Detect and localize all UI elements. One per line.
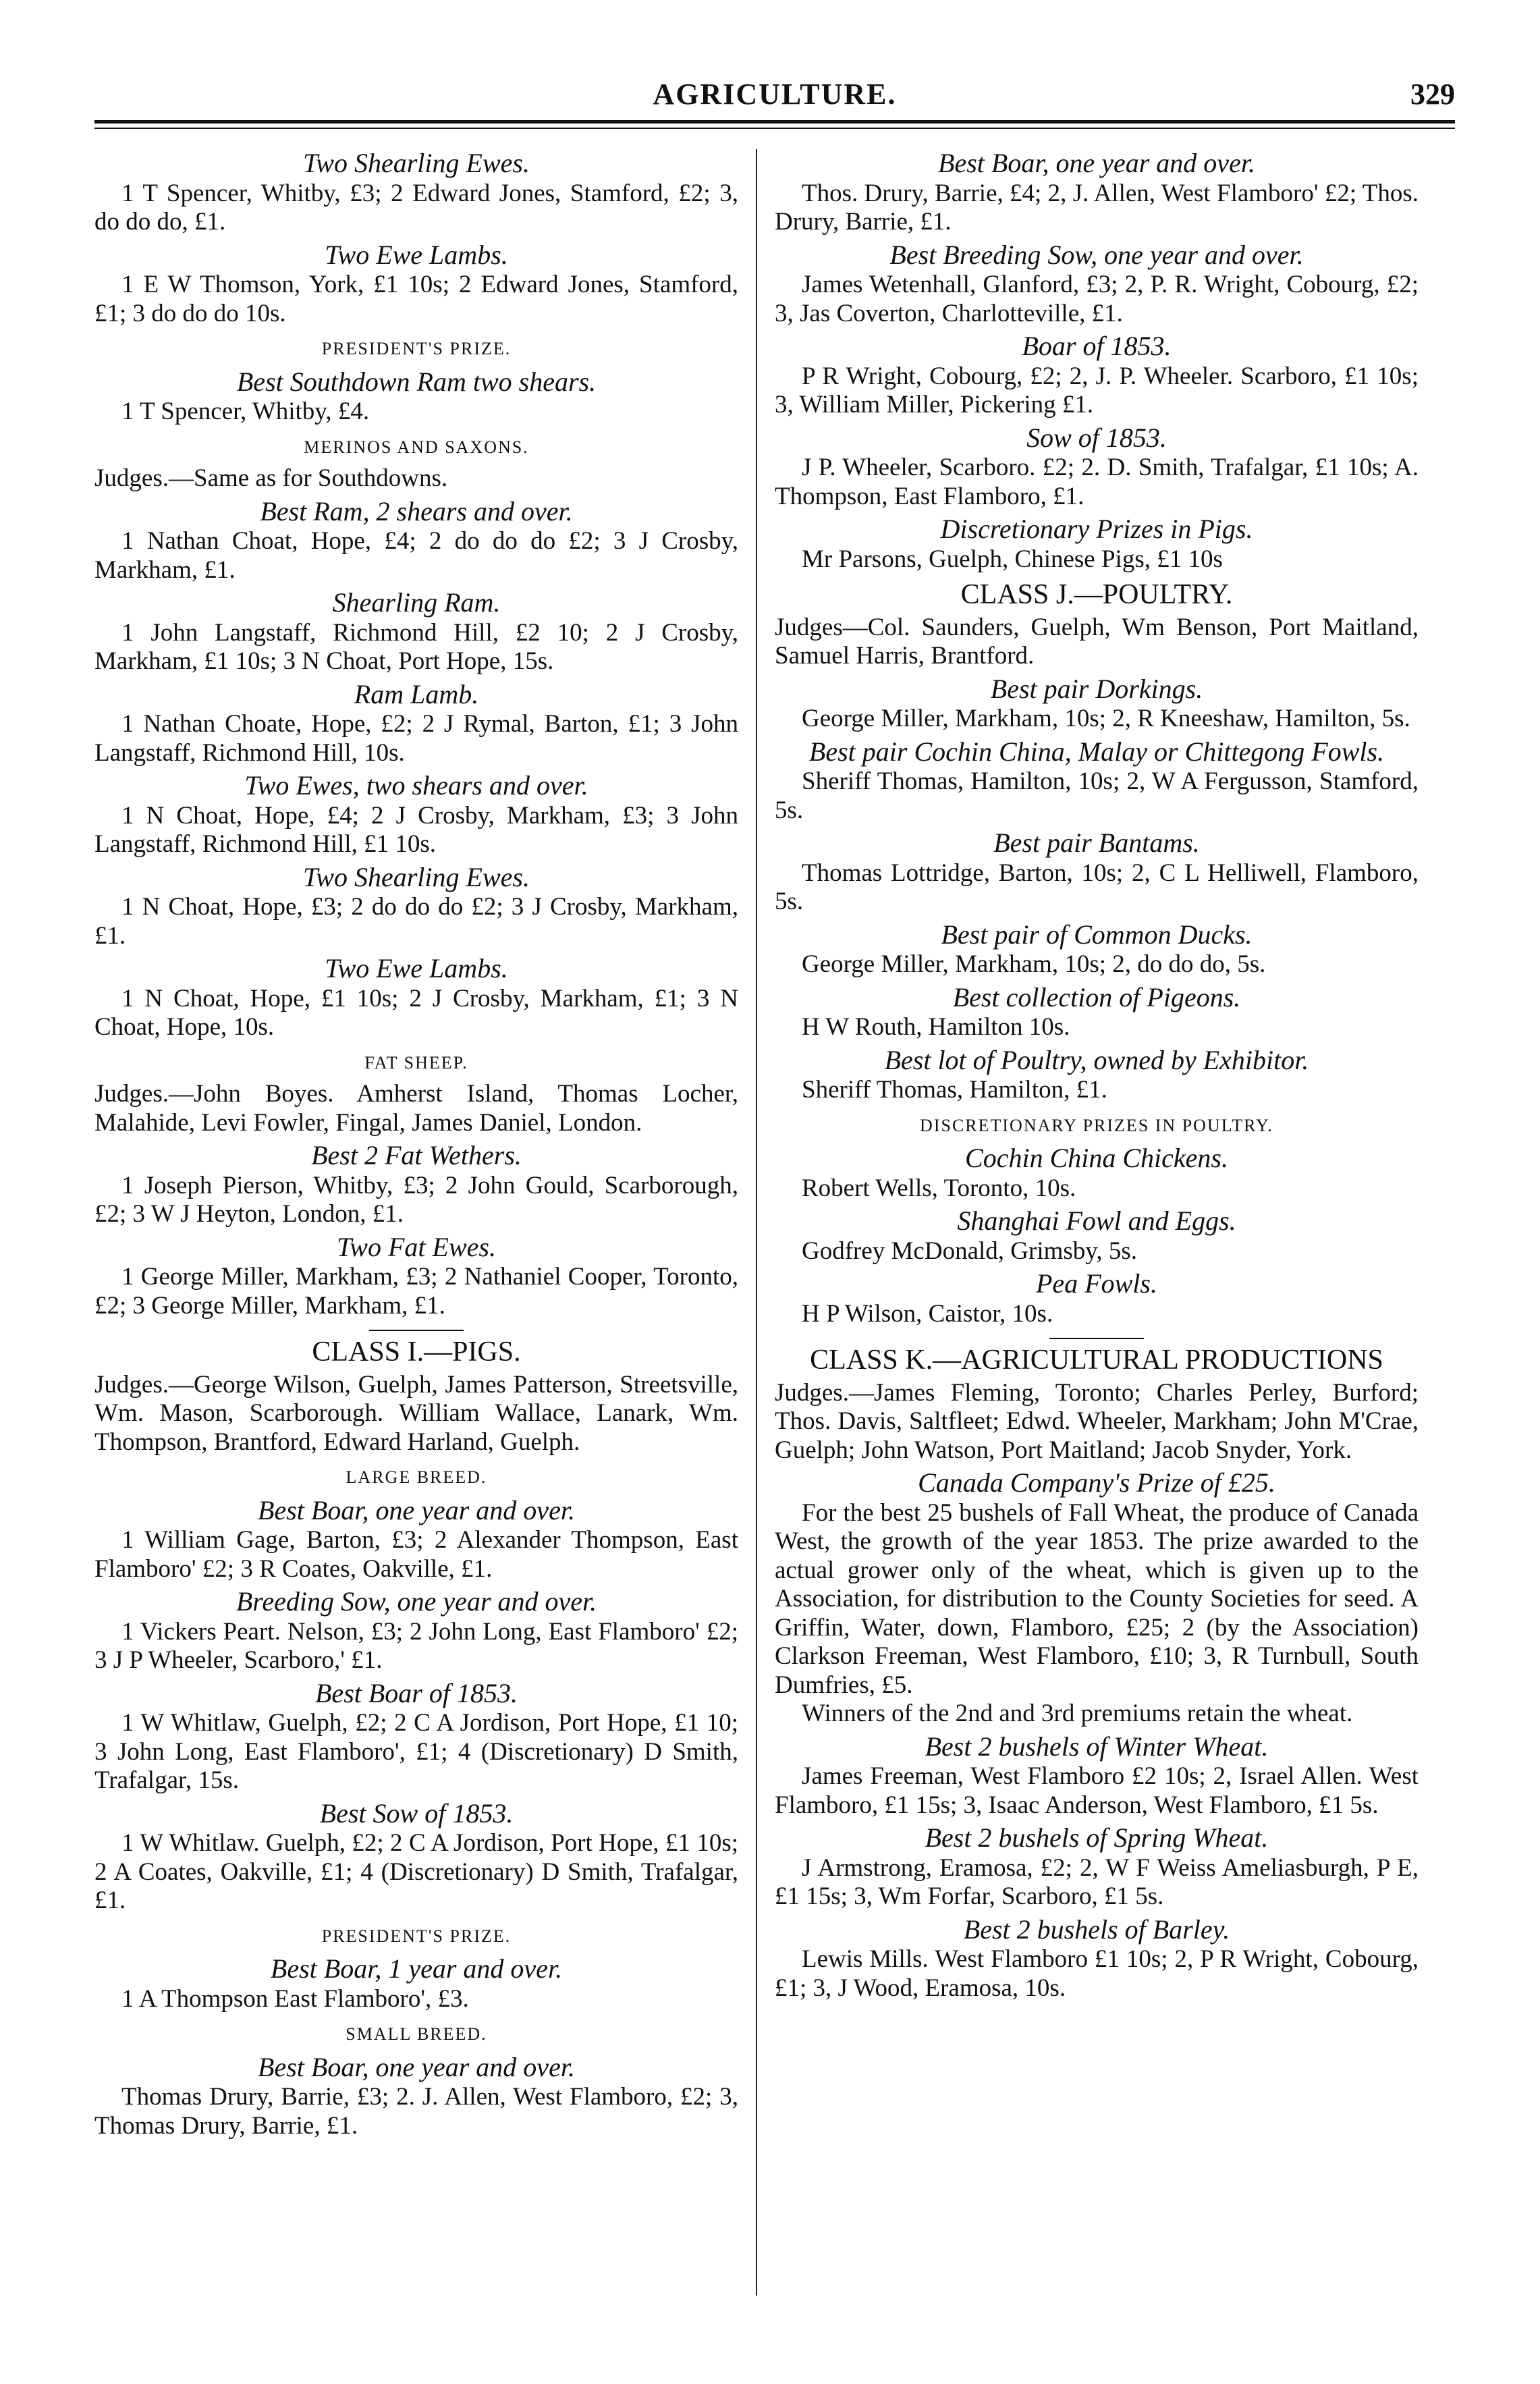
award-paragraph: Thomas Drury, Barrie, £3; 2. J. Allen, West Flamboro, £2; 3, Thomas Drury, Barrie, £1. bbox=[94, 2083, 738, 2140]
award-paragraph: P R Wright, Cobourg, £2; 2, J. P. Wheeler. Scarboro, £1 10s; 3, William Miller, Pickering £1. bbox=[775, 362, 1419, 418]
prize-heading: Two Shearling Ewes. bbox=[303, 861, 530, 892]
running-title: AGRICULTURE. bbox=[653, 78, 897, 111]
sub-heading: LARGE BREED. bbox=[346, 1467, 487, 1487]
award-paragraph: J Armstrong, Eramosa, £2; 2, W F Weiss Ameliasburgh, P E, £1 15s; 3, Wm Forfar, Scarboro, £1 5s. bbox=[775, 1853, 1419, 1910]
prize-heading: Shanghai Fowl and Eggs. bbox=[957, 1205, 1236, 1236]
award-paragraph: 1 Vickers Peart. Nelson, £3; 2 John Long, East Flamboro' £2; 3 J P Wheeler, Scarboro,' £1. bbox=[94, 1617, 738, 1674]
award-paragraph: James Wetenhall, Glanford, £3; 2, P. R. Wright, Cobourg, £2; 3, Jas Coverton, Charlotteville, £1. bbox=[775, 271, 1419, 327]
prize-heading: Best Boar, one year and over. bbox=[258, 1494, 575, 1525]
running-head bbox=[94, 65, 1455, 112]
class-heading: CLASS J.—POULTRY. bbox=[960, 579, 1233, 610]
two-column-body bbox=[94, 145, 1455, 2296]
award-paragraph: 1 T Spencer, Whitby, £4. bbox=[121, 398, 370, 425]
header-rule-thin bbox=[94, 128, 1455, 129]
award-paragraph: Lewis Mills. West Flamboro £1 10s; 2, P R Wright, Cobourg, £1; 3, J Wood, Eramosa, 10s. bbox=[775, 1945, 1419, 2002]
award-paragraph: 1 John Langstaff, Richmond Hill, £2 10; 2 J Crosby, Markham, £1 10s; 3 N Choat, Port Hope, 15s. bbox=[94, 618, 738, 675]
prize-heading: Best Boar, one year and over. bbox=[938, 148, 1255, 178]
prize-heading: Best Ram, 2 shears and over. bbox=[260, 495, 573, 526]
award-paragraph: Sheriff Thomas, Hamilton, 10s; 2, W A Fergusson, Stamford, 5s. bbox=[775, 767, 1419, 824]
prize-heading: Two Fat Ewes. bbox=[337, 1231, 496, 1262]
prize-heading: Best Boar of 1853. bbox=[315, 1677, 518, 1708]
prize-heading: Best pair Cochin China, Malay or Chittegong Fowls. bbox=[808, 736, 1385, 767]
judges-paragraph: Judges.—James Fleming, Toronto; Charles Perley, Burford; Thos. Davis, Saltfleet; Edwd. Wheeler, Markham; John M'Crae, Guelph; John Watson, Port Maitland; Jacob Snyder, York. bbox=[775, 1378, 1419, 1464]
sub-heading: PRESIDENT'S PRIZE. bbox=[321, 1926, 512, 1946]
judges-paragraph: Judges.—George Wilson, Guelph, James Patterson, Streetsville, Wm. Mason, Scarborough. William Wallace, Lanark, Wm. Thompson, Brantford, Edward Harland, Guelph. bbox=[94, 1370, 738, 1456]
prize-heading: Best Boar, one year and over. bbox=[258, 2051, 575, 2082]
sub-heading: DISCRETIONARY PRIZES IN POULTRY. bbox=[920, 1115, 1273, 1135]
section-rule bbox=[1049, 1338, 1144, 1339]
prize-heading: Discretionary Prizes in Pigs. bbox=[940, 514, 1253, 544]
award-paragraph: George Miller, Markham, 10s; 2, do do do, 5s. bbox=[802, 950, 1266, 978]
prize-heading: Two Ewes, two shears and over. bbox=[244, 770, 588, 801]
prize-heading: Best pair Bantams. bbox=[993, 828, 1200, 858]
award-paragraph: Mr Parsons, Guelph, Chinese Pigs, £1 10s bbox=[802, 545, 1223, 573]
award-paragraph: 1 T Spencer, Whitby, £3; 2 Edward Jones, Stamford, £2; 3, do do do, £1. bbox=[94, 179, 738, 236]
sub-heading: MERINOS AND SAXONS. bbox=[304, 437, 529, 457]
left-column bbox=[94, 145, 756, 2296]
prize-heading: Cochin China Chickens. bbox=[965, 1143, 1228, 1173]
sub-heading: SMALL BREED. bbox=[346, 2024, 487, 2044]
award-paragraph: 1 E W Thomson, York, £1 10s; 2 Edward Jones, Stamford, £1; 3 do do do 10s. bbox=[94, 271, 738, 327]
prize-heading: Best 2 bushels of Winter Wheat. bbox=[925, 1731, 1269, 1762]
award-paragraph: 1 Joseph Pierson, Whitby, £3; 2 John Gould, Scarborough, £2; 3 W J Heyton, London, £1. bbox=[94, 1171, 738, 1228]
prize-heading: Best collection of Pigeons. bbox=[952, 981, 1241, 1012]
prize-heading: Boar of 1853. bbox=[1022, 331, 1172, 361]
prize-heading: Two Ewe Lambs. bbox=[325, 239, 508, 270]
class-heading: CLASS K.—AGRICULTURAL PRODUCTIONS bbox=[810, 1345, 1383, 1376]
award-paragraph: 1 Nathan Choate, Hope, £2; 2 J Rymal, Barton, £1; 3 John Langstaff, Richmond Hill, 10s. bbox=[94, 710, 738, 767]
award-paragraph: George Miller, Markham, 10s; 2, R Kneeshaw, Hamilton, 5s. bbox=[802, 705, 1410, 732]
sub-heading: FAT SHEEP. bbox=[364, 1052, 468, 1073]
prize-heading: Sow of 1853. bbox=[1026, 422, 1167, 453]
prize-heading: Shearling Ram. bbox=[332, 587, 501, 618]
prize-heading: Best Breeding Sow, one year and over. bbox=[889, 239, 1304, 270]
award-paragraph: For the best 25 bushels of Fall Wheat, the produce of Canada West, the growth of the year 1853. The prize awarded to the actual grower only of the wheat, which is given up to the Association, for distribution to the County Societies for seed. A Griffin, Water, down, Flamboro, £25; 2 (by the Association) Clarkson Freeman, West Flamboro, £10; 3, R Turnbull, South Dumfries, £5. bbox=[775, 1498, 1419, 1699]
page-number: 329 bbox=[1410, 78, 1455, 111]
award-paragraph: H W Routh, Hamilton 10s. bbox=[802, 1013, 1070, 1041]
prize-heading: Breeding Sow, one year and over. bbox=[236, 1586, 597, 1617]
right-column bbox=[757, 145, 1419, 2296]
sub-heading: PRESIDENT'S PRIZE. bbox=[321, 339, 512, 358]
class-heading: CLASS I.—PIGS. bbox=[312, 1336, 521, 1367]
prize-heading: Ram Lamb. bbox=[354, 678, 479, 709]
judges-paragraph: Judges—Col. Saunders, Guelph, Wm Benson, Port Maitland, Samuel Harris, Brantford. bbox=[775, 613, 1419, 670]
prize-heading: Two Ewe Lambs. bbox=[325, 953, 508, 983]
prize-heading: Best Southdown Ram two shears. bbox=[236, 366, 597, 397]
award-paragraph: 1 N Choat, Hope, £3; 2 do do do £2; 3 J Crosby, Markham, £1. bbox=[94, 893, 738, 950]
prize-heading: Best pair Dorkings. bbox=[990, 673, 1203, 704]
award-paragraph: 1 W Whitlaw, Guelph, £2; 2 C A Jordison, Port Hope, £1 10; 3 John Long, East Flamboro', £1; 4 (Discretionary) D Smith, Trafalgar, 15s. bbox=[94, 1709, 738, 1794]
prize-heading: Best 2 bushels of Spring Wheat. bbox=[925, 1822, 1269, 1853]
award-paragraph: 1 William Gage, Barton, £3; 2 Alexander Thompson, East Flamboro' £2; 3 R Coates, Oakville, £1. bbox=[94, 1526, 738, 1583]
award-paragraph: 1 N Choat, Hope, £1 10s; 2 J Crosby, Markham, £1; 3 N Choat, Hope, 10s. bbox=[94, 984, 738, 1041]
prize-heading: Two Shearling Ewes. bbox=[303, 148, 530, 178]
prize-heading: Best 2 bushels of Barley. bbox=[963, 1914, 1230, 1945]
prize-heading: Best Sow of 1853. bbox=[319, 1797, 514, 1828]
award-paragraph: Winners of the 2nd and 3rd premiums retain the wheat. bbox=[802, 1700, 1353, 1727]
prize-heading: Best Boar, 1 year and over. bbox=[270, 1953, 563, 1984]
prize-heading: Canada Company's Prize of £25. bbox=[918, 1467, 1275, 1498]
prize-heading: Best pair of Common Ducks. bbox=[941, 919, 1253, 950]
award-paragraph: H P Wilson, Caistor, 10s. bbox=[802, 1299, 1053, 1328]
award-paragraph: Thos. Drury, Barrie, £4; 2, J. Allen, West Flamboro' £2; Thos. Drury, Barrie, £1. bbox=[775, 179, 1419, 236]
judges-paragraph: Judges.—Same as for Southdowns. bbox=[94, 464, 448, 492]
award-paragraph: Sheriff Thomas, Hamilton, £1. bbox=[802, 1076, 1107, 1104]
award-paragraph: Godfrey McDonald, Grimsby, 5s. bbox=[802, 1237, 1138, 1265]
prize-heading: Best lot of Poultry, owned by Exhibitor. bbox=[884, 1044, 1309, 1075]
header-rule-thick bbox=[94, 120, 1455, 124]
judges-paragraph: Judges.—John Boyes. Amherst Island, Thomas Locher, Malahide, Levi Fowler, Fingal, James Daniel, London. bbox=[94, 1080, 738, 1137]
award-paragraph: 1 A Thompson East Flamboro', £3. bbox=[121, 1984, 469, 2013]
section-rule bbox=[369, 1330, 464, 1331]
award-paragraph: 1 Nathan Choat, Hope, £4; 2 do do do £2; 3 J Crosby, Markham, £1. bbox=[94, 527, 738, 584]
prize-heading: Best 2 Fat Wethers. bbox=[311, 1140, 522, 1170]
award-paragraph: James Freeman, West Flamboro £2 10s; 2, Israel Allen. West Flamboro, £1 15s; 3, Isaac Anderson, West Flamboro, £1 5s. bbox=[775, 1762, 1419, 1819]
award-paragraph: Thomas Lottridge, Barton, 10s; 2, C L Helliwell, Flamboro, 5s. bbox=[775, 859, 1419, 915]
prize-heading: Pea Fowls. bbox=[1036, 1268, 1157, 1299]
award-paragraph: 1 George Miller, Markham, £3; 2 Nathaniel Cooper, Toronto, £2; 3 George Miller, Markham, £1. bbox=[94, 1263, 738, 1320]
award-paragraph: J P. Wheeler, Scarboro. £2; 2. D. Smith, Trafalgar, £1 10s; A. Thompson, East Flamboro, £1. bbox=[775, 454, 1419, 510]
award-paragraph: Robert Wells, Toronto, 10s. bbox=[802, 1174, 1076, 1202]
award-paragraph: 1 N Choat, Hope, £4; 2 J Crosby, Markham, £3; 3 John Langstaff, Richmond Hill, £1 10s. bbox=[94, 801, 738, 858]
award-paragraph: 1 W Whitlaw. Guelph, £2; 2 C A Jordison, Port Hope, £1 10s; 2 A Coates, Oakville, £1; 4 (Discretionary) D Smith, Trafalgar, £1. bbox=[94, 1829, 738, 1914]
